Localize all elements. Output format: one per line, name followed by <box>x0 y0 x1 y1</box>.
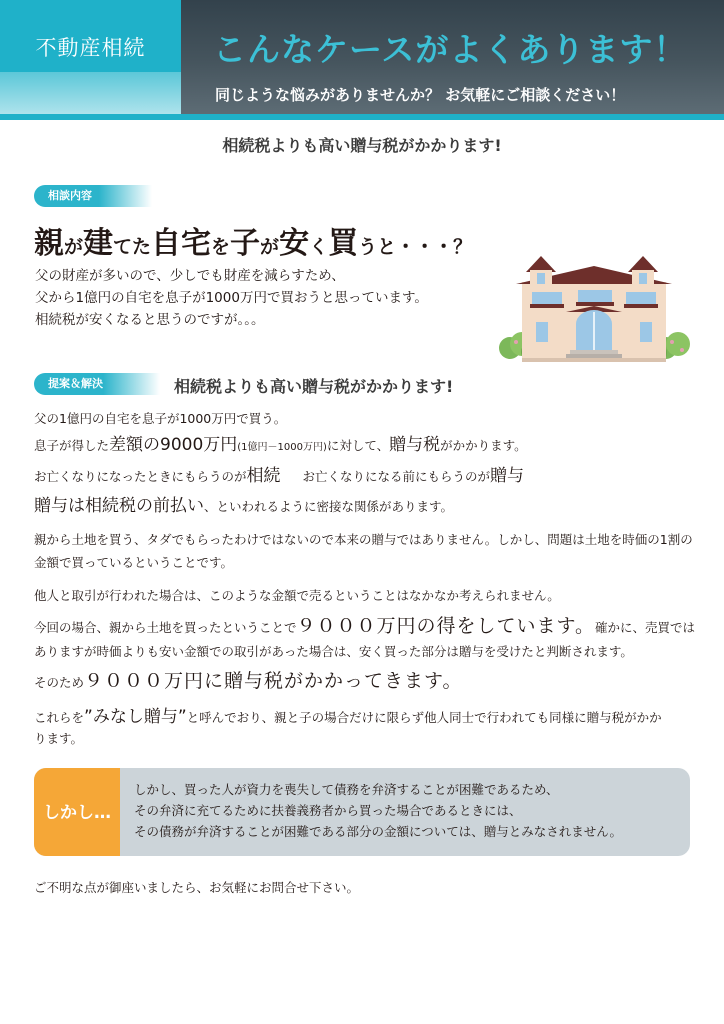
answer-line: 金額で買っているということです。 <box>34 555 234 570</box>
answer-line: ります。 <box>34 731 84 746</box>
answer-line: 親から土地を買う、タダでもらったわけではないので本来の贈与ではありません。しかし、問題は土地を時価の1割の <box>34 532 693 547</box>
answer-line: これらを”みなし贈与”と呼んでおり、親と子の場合だけに限らず他人同士で行われても同様に贈与税がかか <box>34 707 662 727</box>
category-label: 不動産相続 <box>35 36 146 60</box>
answer-line: そのため９０００万円に贈与税がかかってきます。 <box>34 670 463 692</box>
answer-line: 贈与は相続税の前払い、といわれるように密接な関係があります。 <box>34 496 454 516</box>
header-title-block <box>181 0 724 114</box>
footer-note: ご不明な点が御座いましたら、お気軽にお問合せ下さい。 <box>34 880 360 895</box>
consult-body: 父の財産が多いので、少しでも財産を減らすため、 父から1億円の自宅を息子が1000万円で買おうと思っています。 相続税が安くなると思うのですが。。。 <box>35 268 428 328</box>
however-text: しかし、買った人が資力を喪失して債務を弁済することが困難であるため、 その弁済に充てるために扶養義務者から買った場合であるときには、 その債務が弁済することが困難である部分の金額については、贈与とみなされません。 <box>134 782 623 839</box>
header-subtitle: 同じような悩みがありませんか？ お気軽にご相談ください！ <box>215 86 626 104</box>
category-block <box>0 0 181 114</box>
answer-line: 息子が得した差額の9000万円(1億円－1000万円)に対して、贈与税がかかります。 <box>34 435 527 455</box>
answer-line: お亡くなりになったときにもらうのが相続 お亡くなりになる前にもらうのが贈与 <box>34 466 525 486</box>
header-banner <box>0 0 724 120</box>
answer-line: ありますが時価よりも安い金額での取引があった場合は、安く買った部分は贈与を受けたと判断されます。 <box>34 644 633 659</box>
however-label: しかし… <box>43 803 111 823</box>
answer-title: 相続税よりも高い贈与税がかかります! <box>174 377 454 396</box>
answer-line: 父の1億円の自宅を息子が1000万円で買う。 <box>34 411 287 426</box>
answer-tag: 提案＆解決 <box>34 373 160 395</box>
header-divider <box>0 114 724 120</box>
however-box <box>34 768 690 856</box>
consult-title: 親が建てた自宅を子が安く買うと・・・？ <box>34 226 473 261</box>
consult-tag: 相談内容 <box>34 185 152 207</box>
house-illustration <box>496 252 692 368</box>
answer-line: 他人と取引が行われた場合は、このような金額で売るということはなかなか考えられません。 <box>34 588 560 603</box>
however-label-block <box>34 768 120 856</box>
header-title: こんなケースがよくあります！ <box>213 30 688 69</box>
section-title: 相続税よりも高い贈与税がかかります! <box>222 136 502 155</box>
answer-line: 今回の場合、親から土地を買ったということで９０００万円の得をしています。確かに、売買では <box>34 615 696 637</box>
